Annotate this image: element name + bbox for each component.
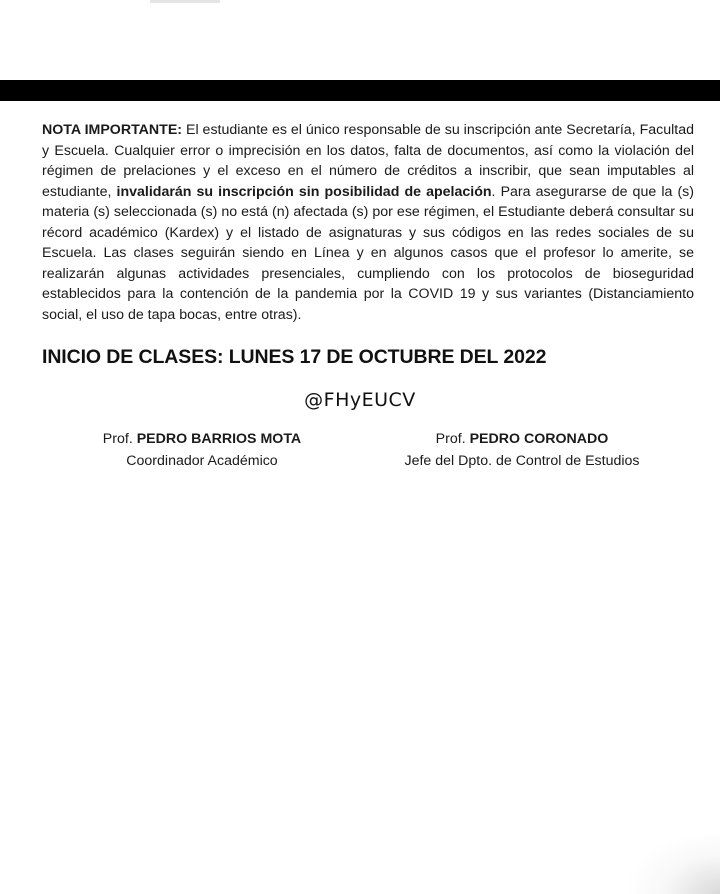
signature-name-line [372, 428, 672, 450]
signature-block-coordinator [52, 428, 352, 472]
note-bold-phrase: invalidarán su inscripción sin posibilidad de apelación [116, 183, 492, 200]
signature-role: Jefe del Dpto. de Control de Estudios [404, 453, 640, 469]
classes-start-heading: INICIO DE CLASES: LUNES 17 DE OCTUBRE DEL 2022 [42, 346, 547, 368]
note-text-part1: El estudiante es el único responsable de su inscripción ante Secretaría, Facultad y Escuela. Cualquier error o imprecisión en los datos, falta de documentos, así como la violación del régimen de prelaciones y el exceso en el número de créditos a inscribir, que sean imputables al estudiante, [42, 122, 694, 200]
signature-name: PEDRO CORONADO [469, 431, 609, 447]
page-corner-shadow [630, 834, 720, 894]
header-divider-bar [0, 80, 720, 101]
signature-role: Coordinador Académico [126, 453, 278, 469]
signature-prefix: Prof. [102, 431, 137, 447]
top-edge-fragment [150, 0, 220, 3]
signature-block-control-estudios [372, 428, 672, 472]
signature-name: PEDRO BARRIOS MOTA [136, 431, 302, 447]
important-note [42, 120, 694, 325]
signature-name-line [52, 428, 352, 450]
social-handle: @FHyEUCV [304, 389, 416, 411]
note-label: NOTA IMPORTANTE: [42, 122, 183, 138]
note-text-part2: . Para asegurarse de que la (s) materia (s) seleccionada (s) no está (n) afectada (s) por ese régimen, el Estudiante deberá consultar su récord académico (Kardex) y el listado de asignaturas y sus códigos en las redes sociales de su Escuela. Las clases seguirán siendo en Línea y en algunos casos que el profesor lo amerite, se realizarán algunas actividades presenciales, cumpliendo con los protocolos de bioseguridad establecidos para la contención de la pandemia por la COVID 19 y sus variantes (Distanciamiento social, el uso de tapa bocas, entre otras). [42, 183, 694, 323]
signature-prefix: Prof. [435, 431, 470, 447]
